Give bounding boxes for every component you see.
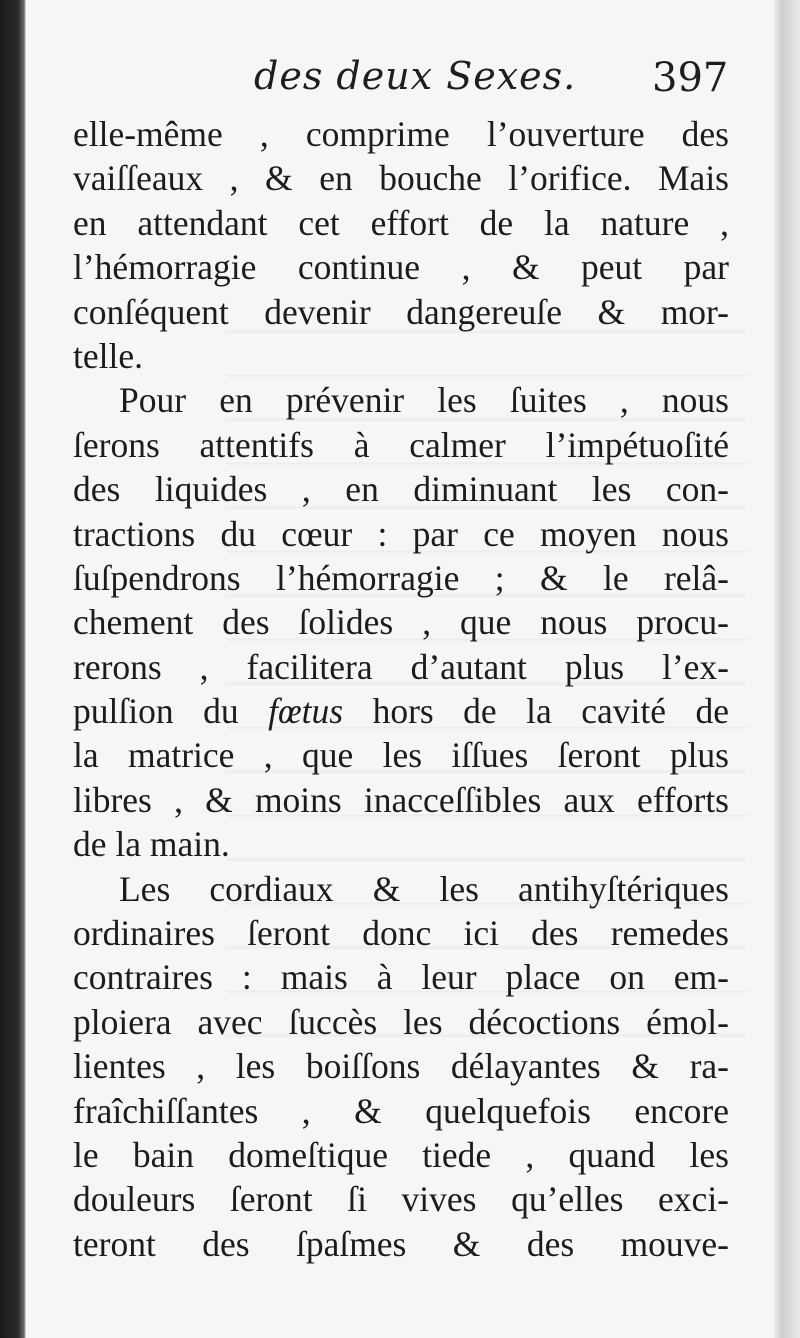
- text-line: telle.: [73, 335, 143, 376]
- paragraph-start-line: Pour en prévenir les ſuites , nous: [119, 380, 729, 421]
- text-line: lientes , les boiſſons délayantes & ra-: [73, 1046, 729, 1087]
- text-line: ordinaires ſeront donc ici des remedes: [73, 913, 729, 954]
- text-line: ploiera avec ſuccès les décoctions émol-: [73, 1001, 729, 1042]
- text-line: libres , & moins inacceſſibles aux efforts: [73, 779, 729, 820]
- text-segment: pulſion du: [73, 691, 239, 732]
- text-line: des liquides , en diminuant les con-: [73, 469, 729, 510]
- scan-edge-left: [0, 0, 26, 1338]
- text-line: le bain domeſtique tiede , quand les: [73, 1134, 729, 1175]
- text-line-with-italic: [73, 689, 729, 733]
- text-segment: hors de la cavité de: [372, 691, 730, 732]
- paper: [26, 0, 774, 1338]
- body-text: [73, 112, 729, 1266]
- text-line: elle-même , comprime l’ouverture des: [73, 114, 729, 154]
- text-line: fraîchiſſantes , & quelquefois encore: [73, 1090, 729, 1131]
- text-line: teront des ſpaſmes & des mouve-: [73, 1223, 729, 1264]
- text-line: contraires : mais à leur place on em-: [73, 957, 729, 998]
- text-line: douleurs ſeront ſi vives qu’elles exci-: [73, 1179, 729, 1220]
- text-line: conſéquent devenir dangereuſe & mor-: [73, 291, 729, 332]
- scan-edge-right: [774, 0, 800, 1338]
- italic-term: fœtus: [268, 691, 344, 732]
- text-line: de la main.: [73, 824, 230, 865]
- text-line: vaiſſeaux , & en bouche l’orifice. Mais: [73, 158, 729, 199]
- text-line: en attendant cet effort de la nature ,: [73, 202, 729, 243]
- text-line: chement des ſolides , que nous procu-: [73, 602, 729, 643]
- text-line: la matrice , que les iſſues ſeront plus: [73, 735, 729, 776]
- running-title: des deux Sexes.: [254, 54, 577, 98]
- text-line: ſerons attentifs à calmer l’impétuoſité: [73, 424, 729, 465]
- text-line: rerons , facilitera d’autant plus l’ex-: [73, 646, 729, 687]
- text-line: tractions du cœur : par ce moyen nous: [73, 513, 729, 554]
- text-line: ſuſpendrons l’hémorragie ; & le relâ-: [73, 557, 729, 598]
- paragraph-start-line: Les cordiaux & les antihyſtériques: [119, 868, 729, 909]
- page-header: [26, 52, 774, 108]
- page-number: 397: [652, 55, 729, 101]
- text-line: l’hémorragie continue , & peut par: [73, 247, 729, 288]
